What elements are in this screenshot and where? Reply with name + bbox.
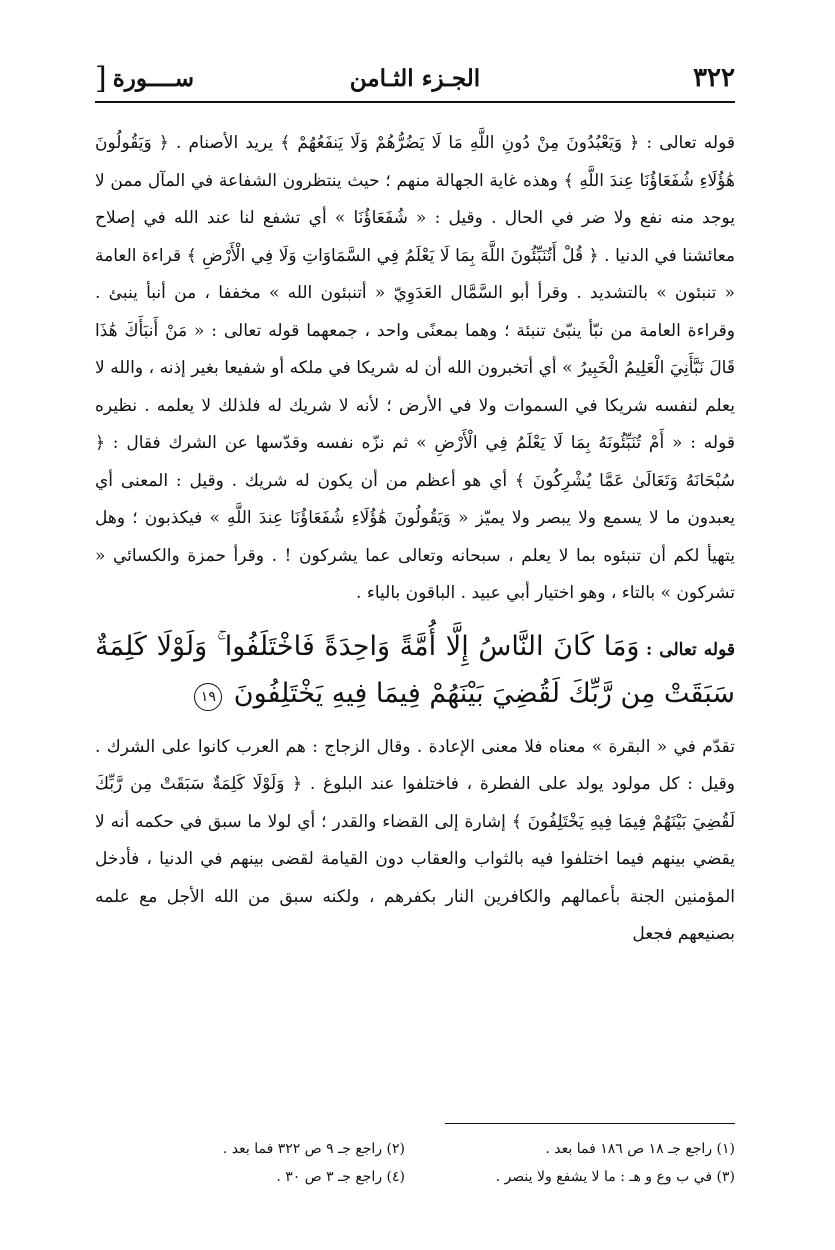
verse-text: وَمَا كَانَ النَّاسُ إِلَّا أُمَّةً وَاحِدَةً فَاخْتَلَفُوا ۚ وَلَوْلَا كَلِمَةٌ سَبَقَتْ مِن رَّبِّكَ لَقُضِيَ بَيْنَهُمْ فِيمَا فِيهِ يَخْتَلِفُونَ bbox=[95, 630, 735, 709]
footnote-4: (٤) راجع جـ ٣ ص ٣٠ . bbox=[276, 1169, 405, 1185]
footnotes bbox=[95, 1135, 735, 1191]
paragraph-2: تقدّم في « البقرة » معناه فلا معنى الإعادة . وقال الزجاج : هم العرب كانوا على الشرك . وقيل : كل مولود يولد على الفطرة ، فاختلفوا عند البلوغ . ﴿ وَلَوْلَا كَلِمَةٌ سَبَقَتْ مِن رَّبِّكَ لَقُضِيَ بَيْنَهُمْ فِيمَا فِيهِ يَخْتَلِفُونَ ﴾ إشارة إلى القضاء والقدر ؛ أي لولا ما سبق في حكمه أنه لا يقضي بينهم فيما اختلفوا فيه بالثواب والعقاب دون القيامة لقضى بينهم في الدنيا ، فأدخل المؤمنين الجنة بأعمالهم والكافرين النار بكفرهم ، ولكنه سبق من الله الأجل مع علمه بصنيعهم فجعل bbox=[95, 736, 735, 944]
book-page bbox=[95, 55, 735, 1185]
commentary-text-2 bbox=[95, 729, 735, 954]
footnote-2: (٢) راجع جـ ٩ ص ٣٢٢ فما بعد . bbox=[222, 1141, 405, 1157]
commentary-text bbox=[95, 125, 735, 613]
footnote-3: (٣) في ب وع و هـ : ما لا يشفع ولا ينصر . bbox=[495, 1169, 735, 1185]
footnote-1: (١) راجع جـ ١٨ ص ١٨٦ فما بعد . bbox=[545, 1141, 735, 1157]
surah-label-box bbox=[95, 61, 194, 96]
running-title: الجـزء الثـامن bbox=[349, 64, 481, 92]
surah-label: ســــورة bbox=[112, 64, 194, 92]
footnote-divider bbox=[445, 1123, 735, 1124]
verse-intro: قوله تعالى : bbox=[646, 639, 735, 660]
page-number: ٣٢٢ bbox=[693, 63, 735, 93]
surah-bracket: [ bbox=[95, 60, 107, 96]
page-header bbox=[95, 55, 735, 103]
verse-number-marker: ١٩ bbox=[194, 683, 222, 711]
verse-block bbox=[95, 625, 735, 719]
paragraph-1: قوله تعالى : ﴿ وَيَعْبُدُونَ مِنْ دُونِ اللَّهِ مَا لَا يَضُرُّهُمْ وَلَا يَنفَعُهُمْ ﴾ يريد الأصنام . ﴿ وَيَقُولُونَ هَٰؤُلَاءِ شُفَعَاؤُنَا عِندَ اللَّهِ ﴾ وهذه غاية الجهالة منهم ؛ حيث ينتظرون الشفاعة في المآل ممن لا يوجد منه نفع ولا ضر في الحال . وقيل : « شُفَعَاؤُنَا » أي تشفع لنا عند الله في إصلاح معائشنا في الدنيا . ﴿ قُلْ أَتُنَبِّئُونَ اللَّهَ بِمَا لَا يَعْلَمُ فِي السَّمَاوَاتِ وَلَا فِي الْأَرْضِ ﴾ قراءة العامة « تنبئون » بالتشديد . وقرأ أبو السَّمَّال العَدَوِيّ « أتنبئون الله » مخففا ، من أنبأ ينبئ . وقراءة العامة من نبّأ ينبّئ تنبئة ؛ وهما بمعنًى واحد ، جمعهما قوله تعالى : « مَنْ أَنبَأَكَ هَٰذَا قَالَ نَبَّأَنِيَ الْعَلِيمُ الْخَبِيرُ » أي أتخبرون الله أن له شريكا في ملكه أو شفيعا بغير إذنه ، والله لا يعلم لنفسه شريكا في السموات ولا في الأرض ؛ لأنه لا شريك له فلذلك لا يعلمه . نظيره قوله : « أَمْ تُنَبِّئُونَهُ بِمَا لَا يَعْلَمُ فِي الْأَرْضِ » ثم نزّه نفسه وقدّسها عن الشرك فقال : ﴿ سُبْحَانَهُ وَتَعَالَىٰ عَمَّا يُشْرِكُونَ ﴾ أي هو أعظم من أن يكون له شريك . وقيل : المعنى أي يعبدون ما لا يسمع ولا يبصر ولا يميّز « وَيَقُولُونَ هَٰؤُلَاءِ شُفَعَاؤُنَا عِندَ اللَّهِ » فيكذبون ؛ وهل يتهيأ لكم أن تنبئوه بما لا يعلم ، سبحانه وتعالى عما يشركون ! . وقرأ حمزة والكسائي « تشركون » بالتاء ، وهو اختيار أبي عبيد . الباقون بالياء . bbox=[95, 133, 735, 603]
